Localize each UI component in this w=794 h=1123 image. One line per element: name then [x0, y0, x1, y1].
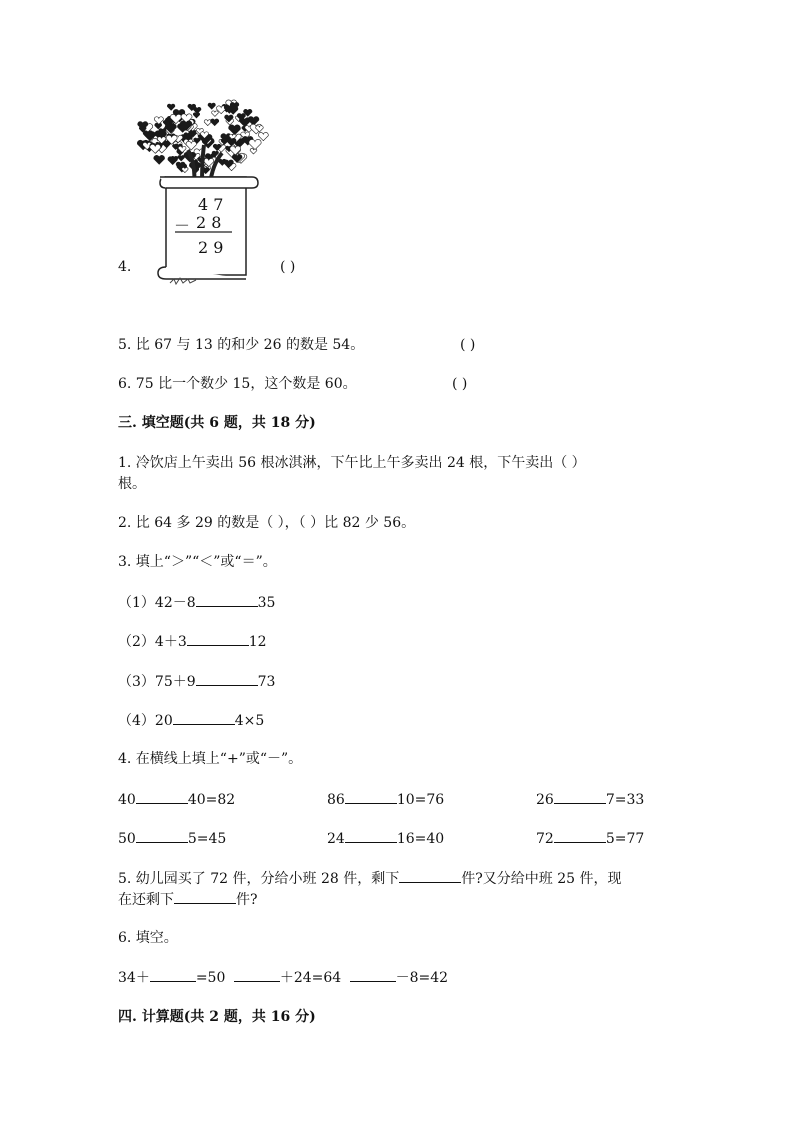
section4-title: 四. 计算题(共 2 题，共 16 分): [118, 1009, 316, 1025]
fill4-r1-c2: [327, 789, 444, 810]
fill3-item-1-right: 35: [257, 595, 276, 611]
q4-answer-paren[interactable]: ( ): [280, 259, 296, 275]
fill6-equations: [118, 967, 448, 988]
fill4-r1-c1-blank[interactable]: [136, 789, 188, 804]
fill5-part2: 件?又分给中班 25 件，现: [461, 871, 622, 887]
fill3-item-2-right: 12: [248, 634, 267, 650]
scroll-difference: 2 9: [198, 238, 224, 257]
fill3-item-4-blank[interactable]: [173, 710, 235, 725]
fill5-blank-1[interactable]: [399, 868, 461, 883]
fill5-part4: 件?: [236, 892, 258, 908]
fill5-line2: [118, 889, 258, 910]
fill3-item-3-right: 73: [257, 674, 276, 690]
fill4-r1-c3-a: 26: [536, 792, 554, 808]
fill6-blank-3[interactable]: [350, 967, 396, 982]
fill6-e3-suffix: －8=42: [395, 970, 449, 986]
q6-text: 6. 75 比一个数少 15，这个数是 60。: [118, 376, 357, 392]
fill4-r2-c1-b: 5=45: [187, 831, 227, 847]
fill4-title: 4. 在横线上填上“+”或“－”。: [118, 751, 303, 767]
q5-answer-paren[interactable]: ( ): [460, 337, 476, 353]
q5-text: 5. 比 67 与 13 的和少 26 的数是 54。: [118, 337, 365, 353]
fill4-r1-c1-b: 40=82: [187, 792, 236, 808]
fill1-line1: 1. 冷饮店上午卖出 56 根冰淇淋，下午比上午多卖出 24 根，下午卖出（ ）: [118, 455, 586, 471]
fill4-r2-c1-a: 50: [118, 831, 136, 847]
fill4-r1-c2-blank[interactable]: [345, 789, 397, 804]
scroll-minuend: 4 7: [198, 195, 224, 214]
fill4-r2-c3: [536, 828, 644, 849]
fill3-item-4-label: （4）20: [118, 713, 173, 729]
fill3-item-3-label: （3）75＋9: [118, 674, 196, 690]
fill4-r1-c1-a: 40: [118, 792, 136, 808]
fill3-item-4: [118, 710, 264, 731]
fill5-part3: 在还剩下: [118, 892, 174, 908]
q4-number: 4.: [118, 259, 132, 275]
q6-answer-paren[interactable]: ( ): [452, 376, 468, 392]
tree-icon: [130, 95, 280, 290]
fill3-item-3-blank[interactable]: [196, 671, 258, 686]
fill6-title: 6. 填空。: [118, 930, 178, 946]
fill3-item-3: [118, 671, 275, 692]
fill4-r1-c1: [118, 789, 235, 810]
fill4-r2-c2: [327, 828, 444, 849]
fill4-r2-c2-a: 24: [327, 831, 345, 847]
fill3-item-1: [118, 592, 275, 613]
fill4-r2-c1-blank[interactable]: [136, 828, 188, 843]
fill4-r2-c3-a: 72: [536, 831, 554, 847]
fill3-item-2-label: （2）4＋3: [118, 634, 187, 650]
fill4-r1-c2-a: 86: [327, 792, 345, 808]
fill5-line1: [118, 868, 621, 889]
fill6-blank-1[interactable]: [150, 967, 196, 982]
fill6-e2-suffix: ＋24=64: [279, 970, 342, 986]
fill4-r1-c2-b: 10=76: [396, 792, 445, 808]
fill1-line2: 根。: [118, 476, 146, 492]
fill3-item-1-label: （1）42－8: [118, 595, 196, 611]
fill4-r1-c3: [536, 789, 644, 810]
section3-title: 三. 填空题(共 6 题，共 18 分): [118, 415, 316, 431]
fill4-r1-c3-b: 7=33: [605, 792, 645, 808]
fill2-text: 2. 比 64 多 29 的数是（ ），（ ）比 82 少 56。: [118, 515, 416, 531]
fill4-r2-c3-blank[interactable]: [554, 828, 606, 843]
fill4-r2-c1: [118, 828, 226, 849]
fill6-e1-prefix: 34＋: [118, 970, 150, 986]
fill4-r2-c2-b: 16=40: [396, 831, 445, 847]
fill3-item-2: [118, 631, 267, 652]
scroll-subtrahend: 2 8: [196, 213, 222, 232]
fill5-blank-2[interactable]: [174, 889, 236, 904]
fill6-blank-2[interactable]: [234, 967, 280, 982]
fill4-r2-c2-blank[interactable]: [345, 828, 397, 843]
fill3-title: 3. 填上“＞”“＜”或“＝”。: [118, 554, 277, 570]
fill5-part1: 5. 幼儿园买了 72 件，分给小班 28 件，剩下: [118, 871, 400, 887]
scroll-minus-sign: －: [174, 216, 191, 235]
fill3-item-2-blank[interactable]: [187, 631, 249, 646]
fill3-item-1-blank[interactable]: [196, 592, 258, 607]
fill6-e1-suffix: =50: [195, 970, 226, 986]
tree-scroll-illustration: [130, 95, 280, 290]
fill4-r1-c3-blank[interactable]: [554, 789, 606, 804]
fill4-r2-c3-b: 5=77: [605, 831, 645, 847]
fill3-item-4-right: 4×5: [234, 713, 265, 729]
